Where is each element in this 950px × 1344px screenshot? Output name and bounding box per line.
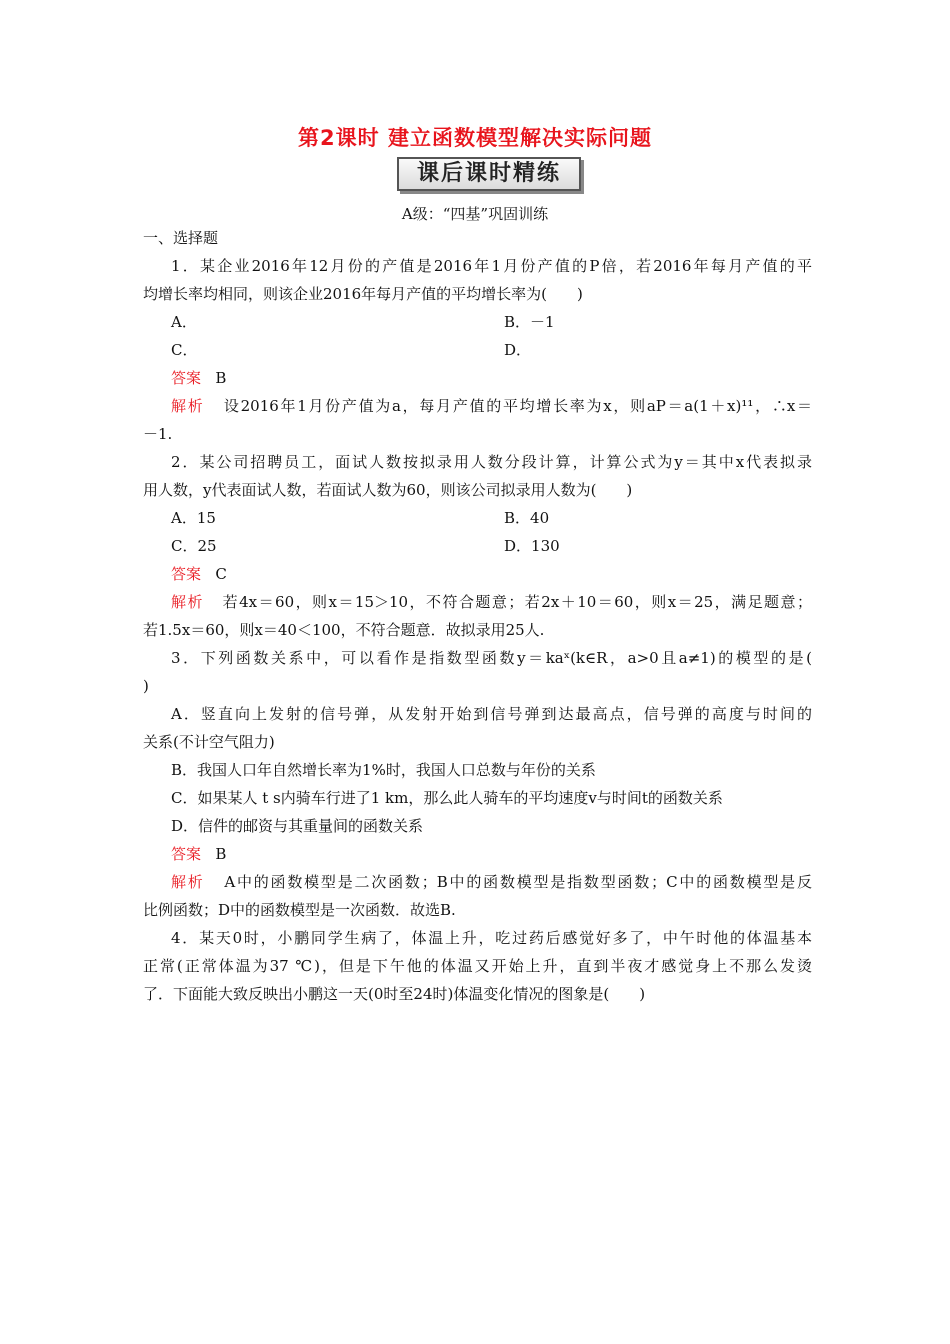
q1-option-a: A． [171,313,197,331]
answer-label: 答案 [171,845,202,863]
q4-stem-line1: 4．某天0时，小鹏同学生病了，体温上升，吃过药后感觉好多了，中午时他的体温基本 [171,929,812,947]
analysis-text: 若4x＝60，则x＝15＞10，不符合题意；若2x＋10＝60，则x＝25，满足题意； [222,593,812,611]
analysis-label: 解析 [171,593,204,611]
level-heading: A级：“四基”巩固训练 [401,205,549,223]
q4-stem-line2: 正常(正常体温为37 ℃)，但是下午他的体温又开始上升，直到半夜才感觉身上不那么发烫 [143,957,812,975]
q3-option-c: C．如果某人 t s内骑车行进了1 km，那么此人骑车的平均速度v与时间t的函数关系 [171,789,723,807]
q1-analysis-line1 [171,396,812,416]
q1-option-d: D． [504,341,532,359]
q1-option-b: B．－1 [504,313,555,331]
q1-stem-line2: 均增长率均相同，则该企业2016年每月产值的平均增长率为( ) [143,285,583,303]
answer-value: B [215,369,227,387]
q1-analysis-line2: －1. [143,425,173,443]
q1-answer [171,368,226,388]
q3-stem-line1: 3．下列函数关系中，可以看作是指数型函数y＝kaˣ(k∈R，a>0且a≠1)的模型的是( [171,649,812,667]
analysis-text: A中的函数模型是二次函数；B中的函数模型是指数型函数；C中的函数模型是反 [224,873,812,891]
q3-option-d: D．信件的邮资与其重量间的函数关系 [171,817,424,835]
section-heading: 一、选择题 [143,229,219,247]
q2-answer [171,564,227,584]
analysis-label: 解析 [171,397,205,415]
q3-option-b: B．我国人口年自然增长率为1%时，我国人口总数与年份的关系 [171,761,596,779]
q3-option-a-line1: A．竖直向上发射的信号弹，从发射开始到信号弹到达最高点，信号弹的高度与时间的 [171,705,812,723]
answer-label: 答案 [171,369,202,387]
q1-stem-line1: 1．某企业2016年12月份的产值是2016年1月份产值的P倍，若2016年每月产值的平 [171,257,812,275]
q2-option-a: A．15 [171,509,216,527]
q3-answer [171,844,226,864]
analysis-text: 设2016年1月份产值为a，每月产值的平均增长率为x，则aP＝a(1＋x)¹¹，∴x＝ [223,397,812,415]
q2-option-d: D．130 [504,537,560,555]
q2-option-b: B．40 [504,509,550,527]
answer-value: B [215,845,227,863]
q3-stem-line2: ) [143,677,149,695]
q2-option-c: C．25 [171,537,217,555]
q2-stem-line1: 2．某公司招聘员工，面试人数按拟录用人数分段计算，计算公式为y＝其中x代表拟录 [171,453,812,471]
q3-analysis-line1 [171,872,812,892]
q3-option-a-line2: 关系(不计空气阻力) [143,733,275,751]
q1-option-c: C． [171,341,198,359]
answer-value: C [215,565,227,583]
q4-stem-line3: 了．下面能大致反映出小鹏这一天(0时至24时)体温变化情况的图象是( ) [143,985,646,1003]
q3-analysis-line2: 比例函数；D中的函数模型是一次函数．故选B. [143,901,456,919]
q2-stem-line2: 用人数，y代表面试人数，若面试人数为60，则该公司拟录用人数为( ) [143,481,633,499]
answer-label: 答案 [171,565,202,583]
lesson-title: 第2课时 建立函数模型解决实际问题 [298,126,652,150]
q2-analysis-line2: 若1.5x＝60，则x＝40＜100，不符合题意．故拟录用25人. [143,621,545,639]
q2-analysis-line1 [171,592,812,612]
analysis-label: 解析 [171,873,205,891]
section-banner: 课后课时精练 [397,157,581,191]
